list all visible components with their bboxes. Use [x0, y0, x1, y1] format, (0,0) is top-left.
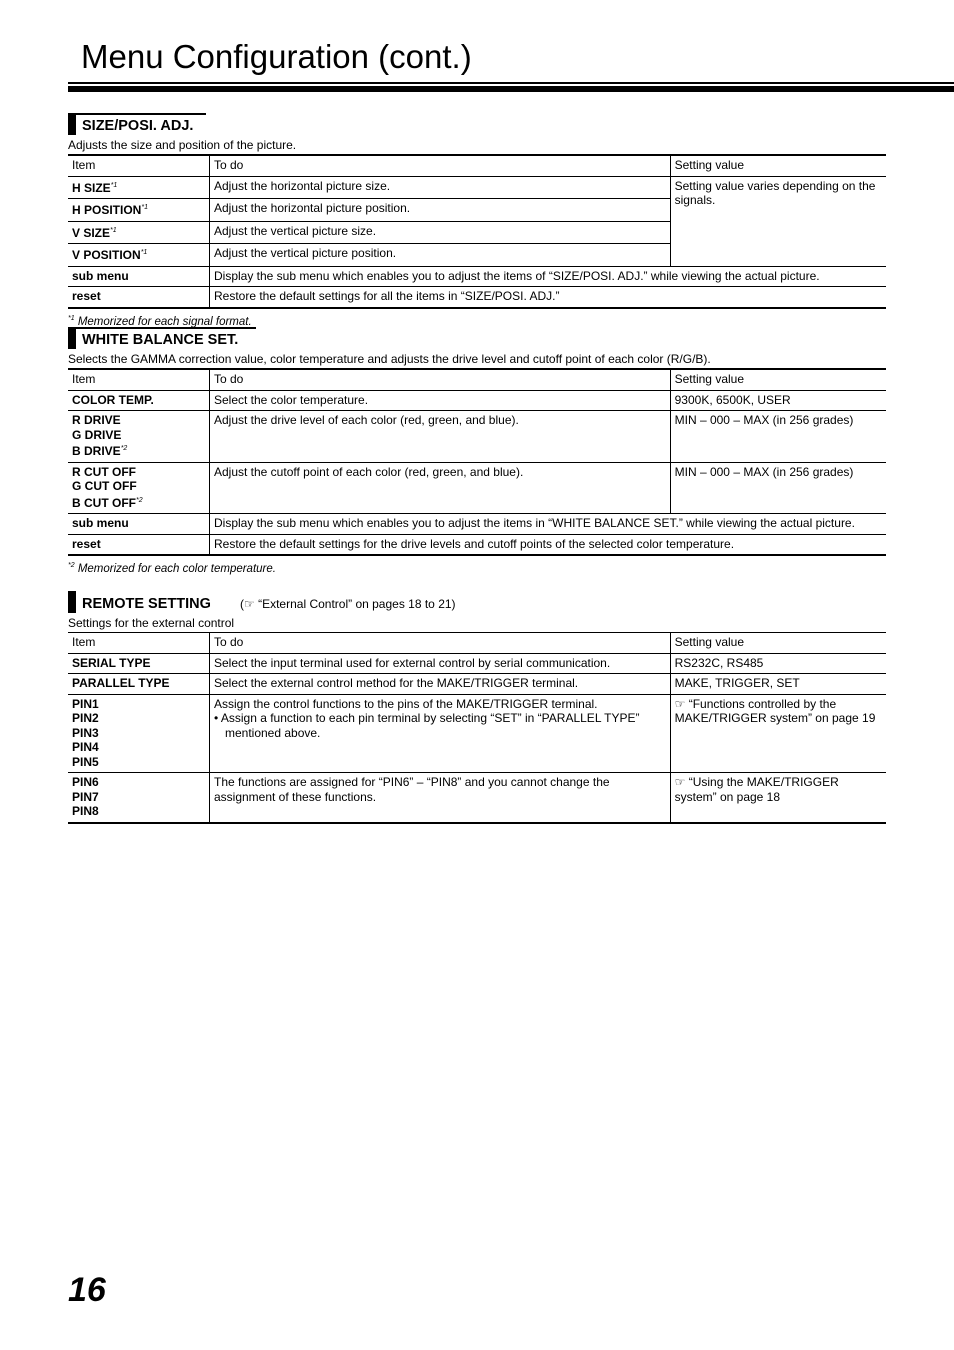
section-title: WHITE BALANCE SET.	[82, 332, 239, 348]
value-cell: MIN – 000 – MAX (in 256 grades)	[670, 462, 886, 514]
column-header: Item	[68, 633, 209, 654]
footnote-mark: *2	[136, 496, 143, 504]
value-cell: MIN – 000 – MAX (in 256 grades)	[670, 411, 886, 463]
value-cell: ☞ “Functions controlled by the MAKE/TRIGGER system” on page 19	[670, 694, 886, 773]
item-cell: SERIAL TYPE	[68, 653, 209, 674]
page-title: Menu Configuration (cont.)	[81, 38, 472, 75]
todo-cell: Select the color temperature.	[209, 390, 670, 411]
todo-cell: The functions are assigned for “PIN6” – “PIN8” and you cannot change the assignment of these functions.	[209, 773, 670, 823]
value-cell: 9300K, 6500K, USER	[670, 390, 886, 411]
section-title: REMOTE SETTING	[82, 596, 211, 612]
footnote-mark: *1	[140, 249, 148, 256]
todo-cell: Adjust the cutoff point of each color (red, green, and blue).	[209, 462, 670, 514]
table-header-row	[68, 369, 886, 390]
table-header-row	[68, 155, 886, 176]
item-cell: PIN1 PIN2 PIN3 PIN4 PIN5	[68, 694, 209, 773]
section-description: Adjusts the size and position of the picture.	[68, 138, 297, 152]
table-row	[68, 773, 886, 823]
cross-reference: (☞ “External Control” on pages 18 to 21)	[240, 597, 456, 611]
title-rule-thick	[68, 86, 954, 92]
section-heading	[68, 327, 886, 349]
todo-cell: Display the sub menu which enables you to adjust the items in “WHITE BALANCE SET.” while viewing the actual picture.	[209, 514, 886, 535]
value-cell: ☞ “Using the MAKE/TRIGGER system” on page 18	[670, 773, 886, 823]
column-header: Setting value	[670, 633, 886, 654]
todo-cell: Adjust the horizontal picture position.	[209, 199, 670, 222]
item-cell: V SIZE$^{*1}$	[68, 221, 209, 244]
todo-cell: Assign the control functions to the pins of the MAKE/TRIGGER terminal. • Assign a function to each pin terminal by selecting “SET” in “PARALLEL TYPE” mentioned above.	[209, 694, 670, 773]
column-header: Setting value	[670, 155, 886, 176]
footnote-mark: *2	[120, 445, 128, 452]
section-marker-bar	[68, 591, 76, 613]
table-row	[68, 176, 886, 199]
value-cell: Setting value varies depending on the signals.	[670, 176, 886, 266]
column-header: Item	[68, 155, 209, 176]
item-cell: sub menu	[68, 514, 209, 535]
footnote: $^{*2}$ Memorized for each color temperature.	[68, 562, 276, 575]
section-description: Selects the GAMMA correction value, color temperature and adjusts the drive level and cutoff point of each color (R/G/B).	[68, 352, 711, 366]
section-heading	[68, 591, 886, 613]
todo-cell: Adjust the vertical picture size.	[209, 221, 670, 244]
value-cell: RS232C, RS485	[670, 653, 886, 674]
footnote-mark: *1	[141, 204, 148, 211]
column-header: Setting value	[670, 369, 886, 390]
todo-cell: Adjust the drive level of each color (red, green, and blue).	[209, 411, 670, 463]
footnote-mark: *1	[110, 181, 118, 189]
item-cell: reset	[68, 287, 209, 308]
item-cell: H SIZE$^{*1}$	[68, 176, 209, 199]
item-cell: reset	[68, 534, 209, 555]
section-marker-bar	[68, 113, 76, 135]
todo-cell: Adjust the horizontal picture size.	[209, 176, 670, 199]
title-rule-thin	[68, 82, 954, 84]
item-cell: PIN6 PIN7 PIN8	[68, 773, 209, 823]
section-white-balance	[68, 327, 886, 576]
todo-cell: Adjust the vertical picture position.	[209, 244, 670, 267]
column-header: To do	[209, 155, 670, 176]
todo-cell: Display the sub menu which enables you to adjust the items of “SIZE/POSI. ADJ.” while viewing the actual picture.	[209, 266, 886, 287]
table-header-row	[68, 633, 886, 654]
size-posi-table	[68, 154, 886, 309]
item-cell: R CUT OFF G CUT OFF B CUT OFF$^{*2}$	[68, 462, 209, 514]
item-cell: H POSITION$^{*1}$	[68, 199, 209, 222]
table-row	[68, 653, 886, 674]
footnote: $^{*1}$ Memorized for each signal format.	[68, 314, 252, 328]
todo-cell: Select the input terminal used for external control by serial communication.	[209, 653, 670, 674]
table-row	[68, 674, 886, 695]
bullet-note: • Assign a function to each pin terminal by selecting “SET” in “PARALLEL TYPE” mentioned above.	[213, 711, 640, 740]
table-row	[68, 287, 886, 308]
item-cell: V POSITION$^{*1}$	[68, 244, 209, 267]
table-row	[68, 694, 886, 773]
todo-cell: Select the external control method for the MAKE/TRIGGER terminal.	[209, 674, 670, 695]
item-cell: R DRIVE G DRIVE B DRIVE$^{*2}$	[68, 411, 209, 463]
column-header: To do	[209, 633, 670, 654]
section-marker-bar	[68, 327, 76, 349]
section-description: Settings for the external control	[68, 616, 235, 630]
white-balance-table	[68, 368, 886, 556]
footnote-mark: *1	[110, 226, 117, 234]
item-cell: COLOR TEMP.	[68, 390, 209, 411]
table-row	[68, 266, 886, 287]
table-row	[68, 514, 886, 535]
section-heading-rule	[68, 327, 256, 329]
section-size-posi	[68, 113, 886, 328]
column-header: To do	[209, 369, 670, 390]
item-cell: PARALLEL TYPE	[68, 674, 209, 695]
todo-cell: Restore the default settings for the drive levels and cutoff points of the selected color temperature.	[209, 534, 886, 555]
section-remote-setting	[68, 591, 886, 824]
table-row	[68, 390, 886, 411]
section-title: SIZE/POSI. ADJ.	[82, 118, 194, 134]
page-number: 16	[68, 1271, 106, 1309]
todo-cell: Restore the default settings for all the items in “SIZE/POSI. ADJ.”	[209, 287, 886, 308]
table-row	[68, 534, 886, 555]
remote-setting-table	[68, 632, 886, 824]
column-header: Item	[68, 369, 209, 390]
section-heading-rule	[68, 113, 206, 115]
section-heading	[68, 113, 886, 135]
item-cell: sub menu	[68, 266, 209, 287]
table-row	[68, 411, 886, 463]
table-row	[68, 462, 886, 514]
value-cell: MAKE, TRIGGER, SET	[670, 674, 886, 695]
